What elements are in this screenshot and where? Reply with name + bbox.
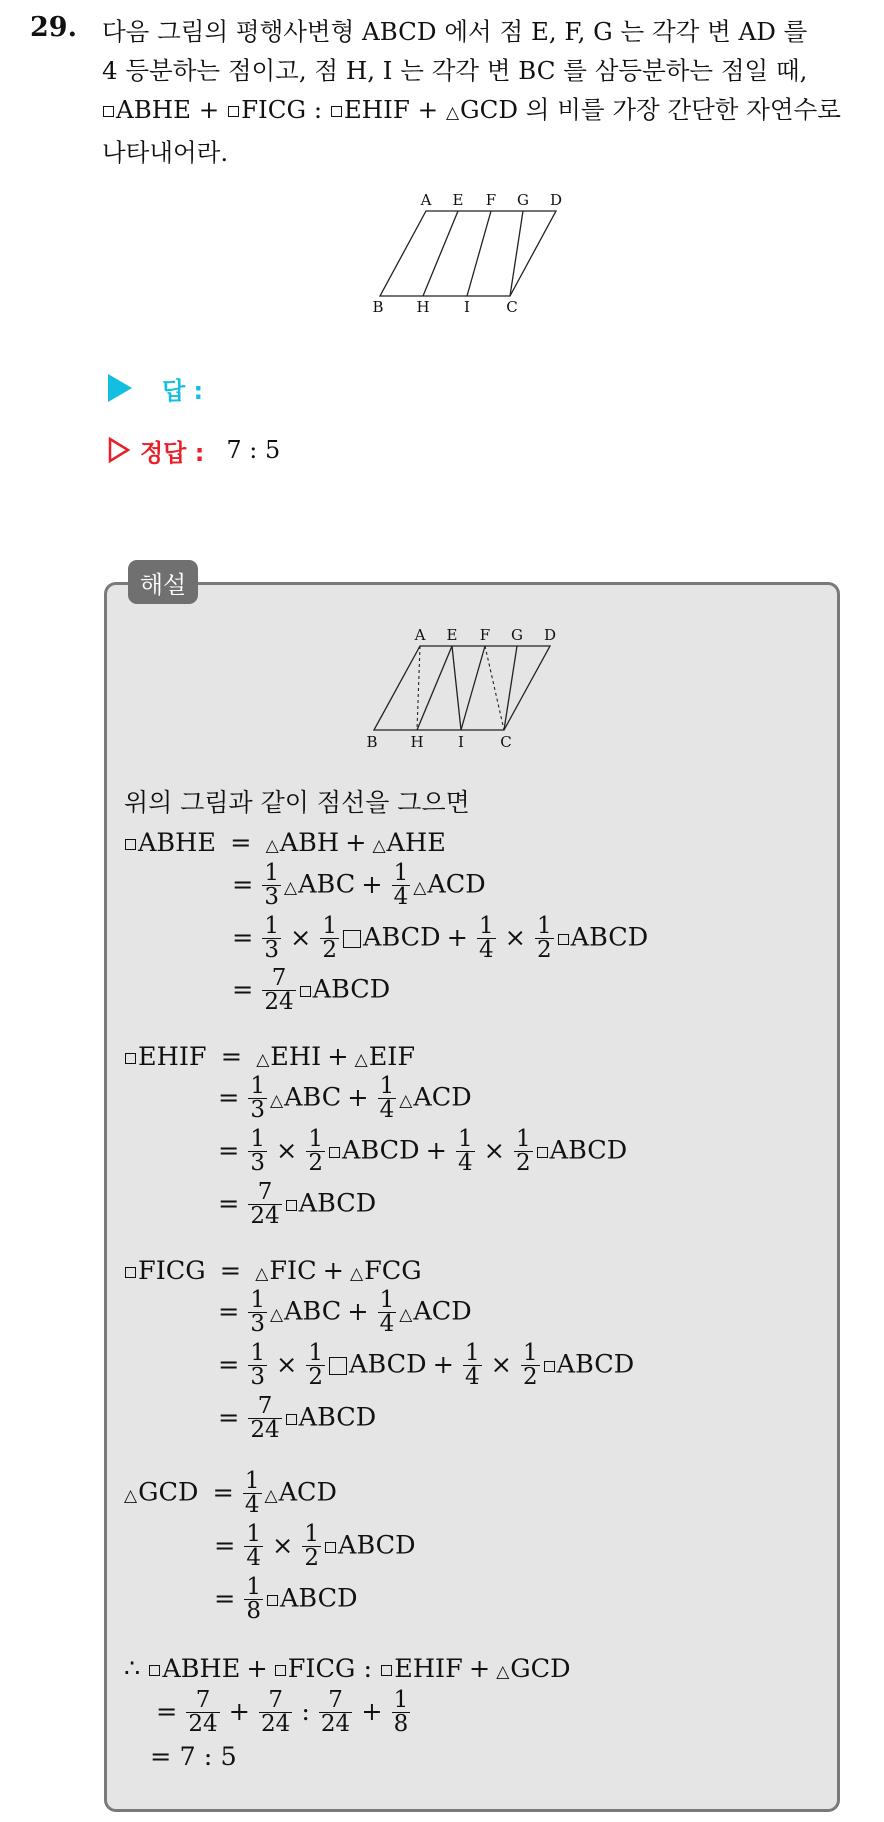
label-B: B [372, 298, 384, 316]
question-line-4: 나타내어라. [102, 138, 229, 167]
label-E: E [452, 191, 464, 209]
label-D: D [549, 191, 563, 209]
solution-intro: 위의 그림과 같이 점선을 그으면 [124, 788, 470, 817]
eq-ficg-4: = $\frac{7}{24}$ ABCD [218, 1393, 377, 1443]
eq-abhe-1: ABHE = △ABH + △AHE [124, 828, 446, 861]
eq-abhe-4: = $\frac{7}{24}$ ABCD [232, 965, 391, 1015]
label-F: F [485, 191, 497, 209]
answer-row [108, 368, 203, 408]
label-G: G [511, 626, 523, 644]
triangle-icon: △ [445, 103, 460, 123]
eq-conclusion-1: ∴ ABHE + FICG : EHIF + △GCD [124, 1654, 571, 1684]
eq-ehif-1: EHIF = △EHI + △EIF [124, 1042, 415, 1075]
label-A: A [414, 626, 426, 644]
parallelogram-icon [228, 106, 239, 117]
solution-figure [364, 622, 564, 752]
label-C: C [500, 733, 512, 751]
label-D: D [543, 626, 557, 644]
eq-abhe-3: = $\frac{1}{3}$ × $\frac{1}{2}$ ABCD + $\frac{1}{4}$ × $\frac{1}{2}$ ABCD [232, 913, 649, 963]
question-number: 29. [30, 12, 77, 43]
label-F: F [479, 626, 491, 644]
eq-ehif-4: = $\frac{7}{24}$ ABCD [218, 1179, 377, 1229]
eq-gcd-1: △GCD = $\frac{1}{4}$ △ACD [124, 1468, 337, 1518]
parallelogram-icon [331, 106, 342, 117]
eq-ehif-2: = $\frac{1}{3}$ △ABC + $\frac{1}{4}$ △ACD [218, 1073, 472, 1123]
eq-gcd-3: = $\frac{1}{8}$ ABCD [214, 1574, 358, 1624]
answer-key-value: 7 : 5 [226, 436, 281, 464]
label-B: B [366, 733, 378, 751]
eq-ficg-3: = $\frac{1}{3}$ × $\frac{1}{2}$ ABCD + $\frac{1}{4}$ × $\frac{1}{2}$ ABCD [218, 1340, 635, 1390]
solution-tag: 해설 [128, 560, 198, 604]
parallelogram-icon [103, 106, 114, 117]
answer-key-row [108, 430, 280, 470]
outline-triangle-icon [108, 437, 130, 463]
eq-conclusion-2: = $\frac{7}{24}$ + $\frac{7}{24}$ : $\frac{7}{24}$ + $\frac{1}{8}$ [156, 1687, 409, 1737]
eq-ficg-1: FICG = △FIC + △FCG [124, 1256, 422, 1289]
label-A: A [420, 191, 432, 209]
label-H: H [410, 733, 424, 751]
eq-gcd-2: = $\frac{1}{4}$ × $\frac{1}{2}$ ABCD [214, 1521, 416, 1571]
eq-ficg-2: = $\frac{1}{3}$ △ABC + $\frac{1}{4}$ △ACD [218, 1287, 472, 1337]
label-E: E [446, 626, 458, 644]
label-C: C [506, 298, 518, 316]
label-G: G [517, 191, 529, 209]
eq-conclusion-3: = 7 : 5 [150, 1742, 237, 1772]
eq-ehif-3: = $\frac{1}{3}$ × $\frac{1}{2}$ ABCD + $\frac{1}{4}$ × $\frac{1}{2}$ ABCD [218, 1126, 628, 1176]
label-H: H [416, 298, 430, 316]
answer-label: 답 : [162, 376, 204, 405]
label-I: I [458, 733, 464, 751]
question-line-2: 4 등분하는 점이고, 점 H, I 는 각각 변 BC 를 삼등분하는 점일 때, [102, 56, 808, 85]
label-I: I [464, 298, 470, 316]
question-line-3: ABHE + FICG : EHIF + △GCD 의 비를 가장 간단한 자연수로 [102, 90, 862, 133]
eq-abhe-2: = $\frac{1}{3}$ △ABC + $\frac{1}{4}$ △ACD [232, 860, 486, 910]
answer-key-label: 정답 : [140, 438, 205, 467]
play-triangle-icon [108, 374, 132, 402]
question-line-1: 다음 그림의 평행사변형 ABCD 에서 점 E, F, G 는 각각 변 AD 를 [102, 17, 808, 46]
question-text [102, 12, 862, 172]
parallelogram-figure [370, 190, 570, 320]
